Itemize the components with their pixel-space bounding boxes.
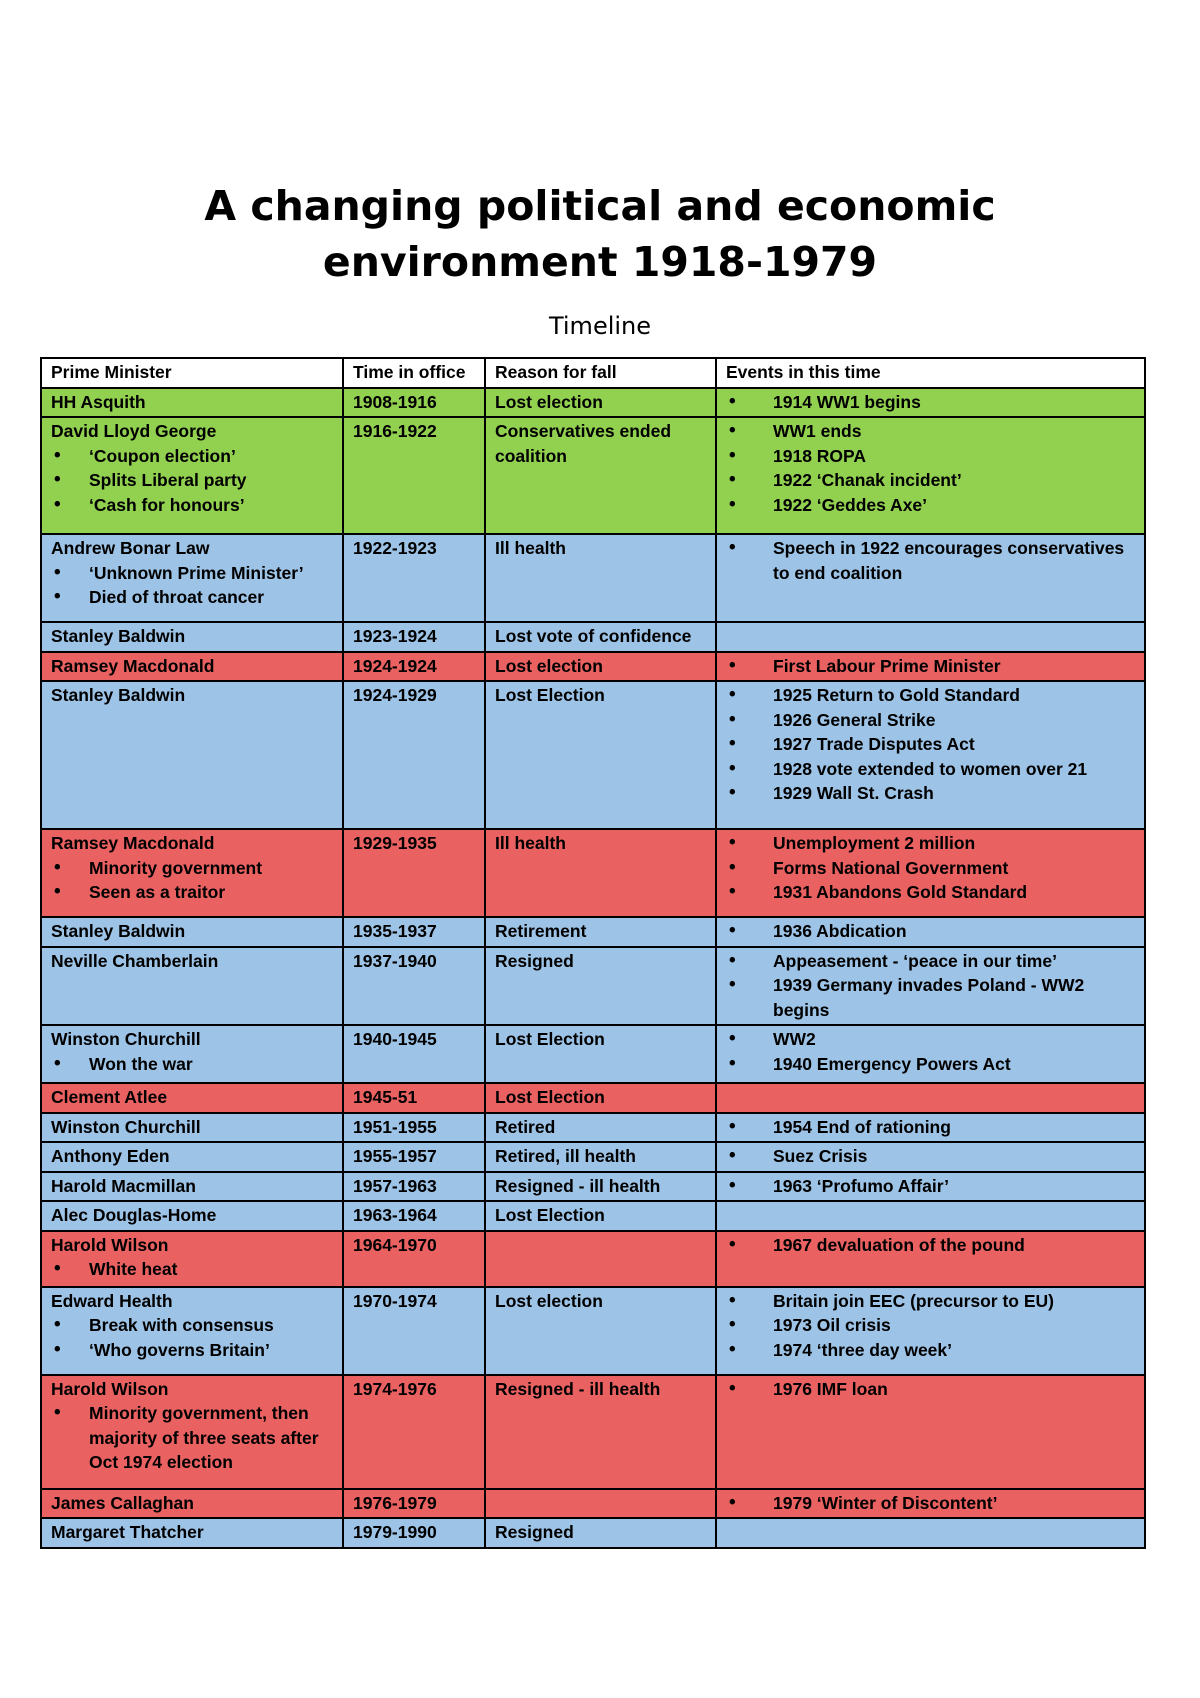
reason-for-fall-cell (485, 1231, 716, 1287)
pm-note: • Splits Liberal party (51, 468, 333, 493)
table-row (41, 652, 1145, 682)
table-row (41, 622, 1145, 652)
pm-notes-list (51, 1257, 333, 1282)
events-cell (716, 1083, 1145, 1113)
event-item: • WW2 (726, 1027, 1135, 1052)
time-in-office-cell: 1940-1945 (343, 1025, 485, 1083)
events-cell (716, 1025, 1145, 1083)
event-item: • 1974 ‘three day week’ (726, 1338, 1135, 1363)
event-item: • WW1 ends (726, 419, 1135, 444)
table-row (41, 1172, 1145, 1202)
prime-minister-name: Neville Chamberlain (51, 950, 219, 971)
reason-for-fall-cell: Ill health (485, 829, 716, 917)
header-prime-minister: Prime Minister (41, 358, 343, 388)
reason-for-fall-cell (485, 1489, 716, 1519)
events-cell (716, 534, 1145, 622)
pm-cell (41, 1231, 343, 1287)
pm-notes-list (51, 1401, 333, 1475)
events-cell (716, 681, 1145, 829)
pm-cell (41, 1172, 343, 1202)
reason-for-fall-cell: Lost election (485, 1287, 716, 1375)
event-item: • First Labour Prime Minister (726, 654, 1135, 679)
time-in-office-cell: 1922-1923 (343, 534, 485, 622)
time-in-office-cell: 1963-1964 (343, 1201, 485, 1231)
event-item: • Speech in 1922 encourages conservatives to end coalition (726, 536, 1135, 585)
prime-minister-name: David Lloyd George (51, 421, 217, 441)
events-cell (716, 1113, 1145, 1143)
event-item: • 1976 IMF loan (726, 1377, 1135, 1402)
reason-for-fall-cell: Resigned (485, 1518, 716, 1548)
event-item: • 1928 vote extended to women over 21 (726, 757, 1135, 782)
event-item: • 1936 Abdication (726, 919, 1135, 944)
table-row (41, 917, 1145, 947)
time-in-office-cell: 1924-1929 (343, 681, 485, 829)
time-in-office-cell: 1976-1979 (343, 1489, 485, 1519)
reason-for-fall-cell: Ill health (485, 534, 716, 622)
event-item: • Forms National Government (726, 856, 1135, 881)
table-row (41, 1083, 1145, 1113)
events-cell (716, 1489, 1145, 1519)
event-item: • 1925 Return to Gold Standard (726, 683, 1135, 708)
events-cell (716, 829, 1145, 917)
pm-cell (41, 1518, 343, 1548)
event-item: • 1927 Trade Disputes Act (726, 732, 1135, 757)
reason-for-fall-cell: Lost Election (485, 681, 716, 829)
reason-for-fall-cell: Lost vote of confidence (485, 622, 716, 652)
table-row (41, 947, 1145, 1026)
pm-cell (41, 1201, 343, 1231)
reason-for-fall-cell: Lost election (485, 388, 716, 418)
pm-cell (41, 534, 343, 622)
pm-cell (41, 622, 343, 652)
event-item: • 1926 General Strike (726, 708, 1135, 733)
prime-minister-name: HH Asquith (51, 391, 146, 412)
pm-cell (41, 917, 343, 947)
pm-notes-list (51, 856, 333, 905)
events-list (726, 1174, 1135, 1199)
pm-cell (41, 652, 343, 682)
events-list (726, 949, 1135, 1023)
table-row (41, 1113, 1145, 1143)
events-list (726, 390, 1135, 415)
pm-cell (41, 829, 343, 917)
prime-minister-name: Ramsey Macdonald (51, 833, 215, 853)
time-in-office-cell: 1974-1976 (343, 1375, 485, 1489)
time-in-office-cell: 1945-51 (343, 1083, 485, 1113)
pm-note: • ‘Who governs Britain’ (51, 1338, 333, 1363)
reason-for-fall-cell: Resigned (485, 947, 716, 1026)
timeline-body (41, 388, 1145, 1548)
events-list (726, 1027, 1135, 1076)
events-list (726, 419, 1135, 517)
header-time-in-office: Time in office (343, 358, 485, 388)
pm-note: • Minority government (51, 856, 333, 881)
event-item: • 1922 ‘Geddes Axe’ (726, 493, 1135, 518)
time-in-office-cell: 1916-1922 (343, 417, 485, 534)
time-in-office-cell: 1964-1970 (343, 1231, 485, 1287)
prime-minister-name: Edward Health (51, 1290, 173, 1311)
reason-for-fall-cell: Conservatives ended coalition (485, 417, 716, 534)
table-row (41, 1287, 1145, 1375)
table-row (41, 388, 1145, 418)
events-list (726, 831, 1135, 905)
events-list (726, 1377, 1135, 1402)
time-in-office-cell: 1957-1963 (343, 1172, 485, 1202)
table-row (41, 1375, 1145, 1489)
title-line-2: environment 1918-1979 (322, 238, 878, 286)
table-row (41, 1025, 1145, 1083)
event-item: • 1929 Wall St. Crash (726, 781, 1135, 806)
event-item: • 1931 Abandons Gold Standard (726, 880, 1135, 905)
pm-note: • ‘Unknown Prime Minister’ (51, 561, 333, 586)
pm-cell (41, 1083, 343, 1113)
reason-for-fall-cell: Resigned - ill health (485, 1172, 716, 1202)
time-in-office-cell: 1951-1955 (343, 1113, 485, 1143)
event-item: • Suez Crisis (726, 1144, 1135, 1169)
reason-for-fall-cell: Resigned - ill health (485, 1375, 716, 1489)
event-item: • 1954 End of rationing (726, 1115, 1135, 1140)
prime-minister-name: Harold Wilson (51, 1378, 169, 1399)
events-list (726, 536, 1135, 585)
event-item: • 1963 ‘Profumo Affair’ (726, 1174, 1135, 1199)
table-row (41, 1518, 1145, 1548)
prime-minister-name: Stanley Baldwin (51, 626, 186, 646)
table-row (41, 681, 1145, 829)
event-item: • Britain join EEC (precursor to EU) (726, 1289, 1135, 1314)
prime-minister-name: Clement Atlee (51, 1087, 168, 1107)
events-cell (716, 652, 1145, 682)
table-row (41, 1142, 1145, 1172)
events-cell (716, 622, 1145, 652)
events-cell (716, 1518, 1145, 1548)
reason-for-fall-cell: Retired, ill health (485, 1142, 716, 1172)
time-in-office-cell: 1979-1990 (343, 1518, 485, 1548)
events-cell (716, 1172, 1145, 1202)
pm-notes-list (51, 444, 333, 518)
events-cell (716, 947, 1145, 1026)
events-cell (716, 1231, 1145, 1287)
time-in-office-cell: 1937-1940 (343, 947, 485, 1026)
header-events: Events in this time (716, 358, 1145, 388)
event-item: • Appeasement - ‘peace in our time’ (726, 949, 1135, 974)
pm-cell (41, 1025, 343, 1083)
events-cell (716, 917, 1145, 947)
pm-note: • ‘Coupon election’ (51, 444, 333, 469)
pm-cell (41, 1287, 343, 1375)
prime-minister-name: Harold Wilson (51, 1234, 169, 1255)
events-cell (716, 1375, 1145, 1489)
title-line-1: A changing political and economic (204, 182, 996, 230)
pm-note: • Seen as a traitor (51, 880, 333, 905)
reason-for-fall-cell: Lost Election (485, 1083, 716, 1113)
event-item: • 1918 ROPA (726, 444, 1135, 469)
reason-for-fall-cell: Retirement (485, 917, 716, 947)
event-item: • 1973 Oil crisis (726, 1313, 1135, 1338)
events-list (726, 654, 1135, 679)
events-cell (716, 1287, 1145, 1375)
events-cell (716, 417, 1145, 534)
prime-minister-name: Margaret Thatcher (51, 1522, 204, 1542)
time-in-office-cell: 1955-1957 (343, 1142, 485, 1172)
pm-notes-list (51, 1313, 333, 1362)
events-cell (716, 388, 1145, 418)
events-cell (716, 1201, 1145, 1231)
events-cell (716, 1142, 1145, 1172)
event-item: • 1940 Emergency Powers Act (726, 1052, 1135, 1077)
table-row (41, 1201, 1145, 1231)
table-row (41, 534, 1145, 622)
prime-minister-name: Ramsey Macdonald (51, 655, 215, 676)
table-row (41, 417, 1145, 534)
events-list (726, 919, 1135, 944)
table-header-row (41, 358, 1145, 388)
prime-minister-name: Winston Churchill (51, 1116, 201, 1137)
pm-notes-list (51, 1052, 333, 1077)
event-item: • Unemployment 2 million (726, 831, 1135, 856)
pm-note: • White heat (51, 1257, 333, 1282)
event-item: • 1939 Germany invades Poland - WW2 begins (726, 973, 1135, 1022)
prime-minister-name: Harold Macmillan (51, 1175, 196, 1196)
pm-cell (41, 1489, 343, 1519)
pm-cell (41, 1375, 343, 1489)
prime-minister-name: Alec Douglas-Home (51, 1205, 217, 1225)
pm-note: • Won the war (51, 1052, 333, 1077)
events-list (726, 1491, 1135, 1516)
time-in-office-cell: 1923-1924 (343, 622, 485, 652)
pm-cell (41, 388, 343, 418)
pm-note: • Died of throat cancer (51, 585, 333, 610)
events-list (726, 1115, 1135, 1140)
table-row (41, 1489, 1145, 1519)
events-list (726, 1144, 1135, 1169)
pm-note: • Minority government, then majority of three seats after Oct 1974 election (51, 1401, 333, 1475)
pm-cell (41, 947, 343, 1026)
table-row (41, 829, 1145, 917)
page-subtitle: Timeline (548, 312, 652, 340)
event-item: • 1979 ‘Winter of Discontent’ (726, 1491, 1135, 1516)
pm-cell (41, 681, 343, 829)
events-list (726, 683, 1135, 806)
timeline-table (40, 357, 1146, 1549)
time-in-office-cell: 1908-1916 (343, 388, 485, 418)
prime-minister-name: Stanley Baldwin (51, 921, 186, 941)
prime-minister-name: James Callaghan (51, 1492, 194, 1513)
event-item: • 1922 ‘Chanak incident’ (726, 468, 1135, 493)
time-in-office-cell: 1935-1937 (343, 917, 485, 947)
pm-note: • Break with consensus (51, 1313, 333, 1338)
events-list (726, 1233, 1135, 1258)
header-reason-for-fall: Reason for fall (485, 358, 716, 388)
pm-note: • ‘Cash for honours’ (51, 493, 333, 518)
events-list (726, 1289, 1135, 1363)
reason-for-fall-cell: Lost Election (485, 1025, 716, 1083)
time-in-office-cell: 1970-1974 (343, 1287, 485, 1375)
time-in-office-cell: 1924-1924 (343, 652, 485, 682)
prime-minister-name: Stanley Baldwin (51, 685, 186, 705)
event-item: • 1914 WW1 begins (726, 390, 1135, 415)
reason-for-fall-cell: Lost Election (485, 1201, 716, 1231)
event-item: • 1967 devaluation of the pound (726, 1233, 1135, 1258)
page-title (0, 178, 1200, 290)
reason-for-fall-cell: Lost election (485, 652, 716, 682)
pm-cell (41, 417, 343, 534)
prime-minister-name: Winston Churchill (51, 1029, 201, 1049)
table-row (41, 1231, 1145, 1287)
pm-notes-list (51, 561, 333, 610)
prime-minister-name: Andrew Bonar Law (51, 538, 210, 558)
prime-minister-name: Anthony Eden (51, 1146, 170, 1166)
time-in-office-cell: 1929-1935 (343, 829, 485, 917)
reason-for-fall-cell: Retired (485, 1113, 716, 1143)
pm-cell (41, 1113, 343, 1143)
pm-cell (41, 1142, 343, 1172)
